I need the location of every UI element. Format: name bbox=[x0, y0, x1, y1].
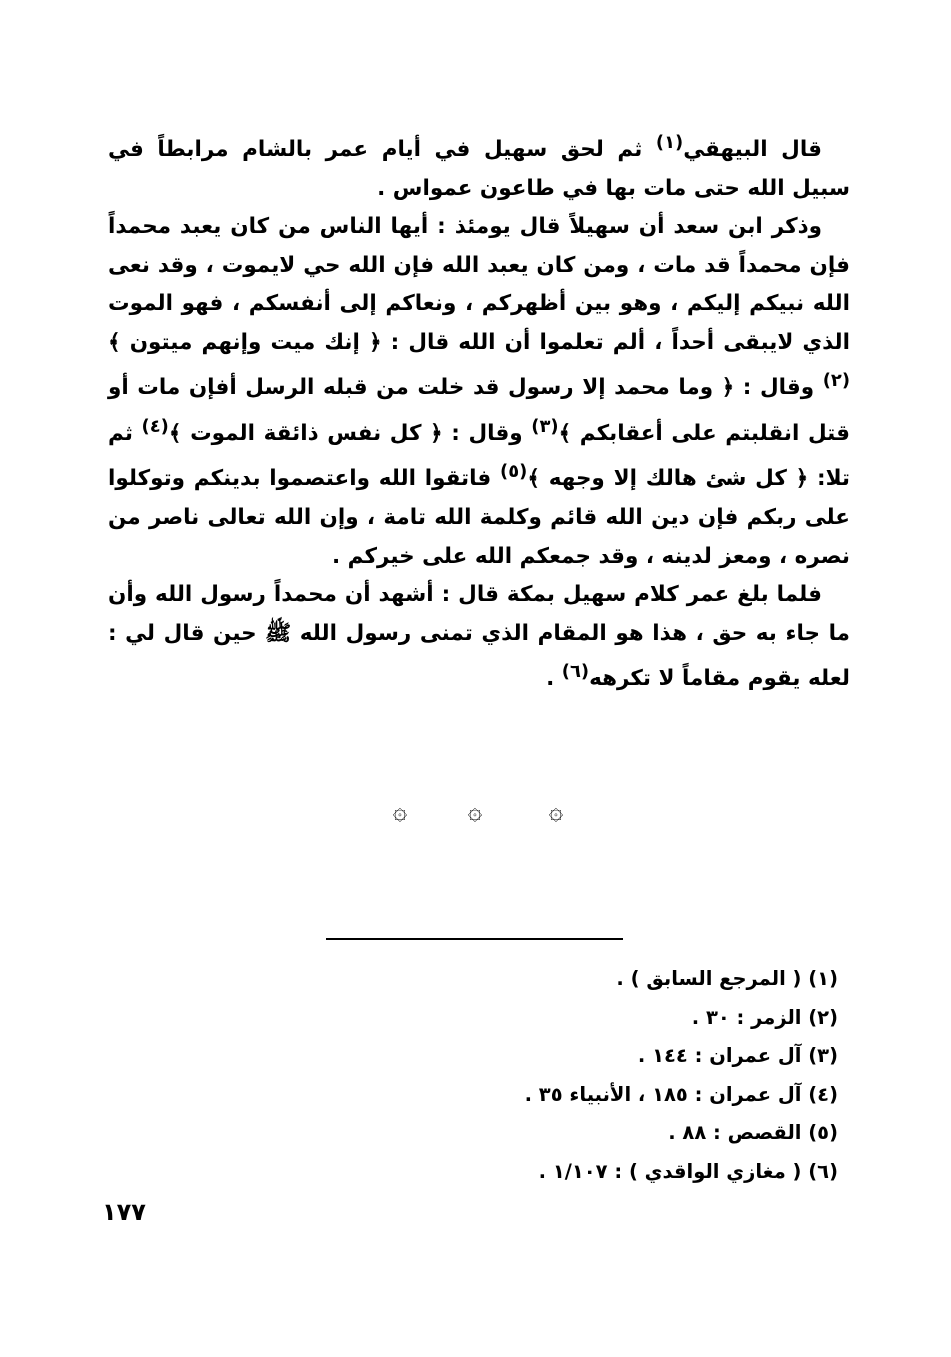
paragraph bbox=[108, 124, 850, 208]
footnote-1: (١) ( المرجع السابق ) . bbox=[616, 967, 838, 990]
footnote-separator bbox=[326, 938, 623, 940]
paragraph bbox=[108, 576, 850, 699]
footnote-3: (٣) آل عمران : ١٤٤ . bbox=[637, 1044, 838, 1067]
footnote-2: (٢) الزمر : ٣٠ . bbox=[691, 1005, 838, 1029]
ornament-2: ۞ bbox=[467, 796, 483, 825]
text-span: . bbox=[546, 666, 562, 692]
paragraph bbox=[108, 208, 850, 576]
footnote-ref: (١) bbox=[655, 132, 684, 153]
text-span: وذكر ابن سعد أن سهيلاً قال يومئذ : أيها الناس من كان يعبد محمداً فإن محمداً قد مات ، ومن كان يعبد الله فإن الله حي لايموت ، وقد نعى الله نبيكم إليكم ، وهو بين أظهركم ، ونعاكم إلى أنفسكم ، فهو الموت الذي لايبقى أحداً ، ألم تعلموا أن الله قال : bbox=[108, 214, 850, 355]
quran-quote: ﴿ كل نفس ذائقة الموت ﴾ bbox=[168, 420, 443, 446]
footnote-5: (٥) القصص : ٨٨ . bbox=[668, 1121, 838, 1144]
quran-quote: ﴿ وما محمد إلا رسول قد خلت من قبله الرسل أفإن مات أو قتل انقلبتم على أعقابكم ﴾ bbox=[108, 375, 850, 446]
page-number: ١٧٧ bbox=[102, 1198, 146, 1226]
quran-quote: ﴿ إنك ميت وإنهم ميتون ﴾ bbox=[108, 329, 382, 355]
footnote-ref: (٣) bbox=[531, 415, 559, 437]
text-span: ثم لحق سهيل في أيام عمر بالشام مرابطاً في سبيل الله حتى مات بها في طاعون عمواس . bbox=[108, 137, 850, 201]
text-span: وقال : bbox=[442, 420, 532, 446]
main-text bbox=[108, 124, 850, 699]
quran-quote: ﴿ كل شئ هالك إلا وجهه ﴾ bbox=[527, 466, 809, 492]
ornament-1: ۞ bbox=[392, 796, 408, 825]
footnote-ref: (٤) bbox=[141, 415, 169, 437]
text-span: فاتقوا الله واعتصموا بدينكم وتوكلوا على ربكم فإن دين الله قائم وكلمة الله تامة ، وإن الله تعالى ناصر من نصره ، ومعز لدينه ، وقد جمعكم الله على خيركم . bbox=[108, 466, 850, 569]
footnote-6: (٦) ( مغازي الواقدي ) : ١/١٠٧ . bbox=[538, 1159, 838, 1183]
footnote-4: (٤) آل عمران : ١٨٥ ، الأنبياء ٣٥ . bbox=[524, 1082, 838, 1106]
text-span: قال البيهقي bbox=[683, 137, 822, 163]
text-span: فلما بلغ عمر كلام سهيل بمكة قال : أشهد أن محمداً رسول الله وأن ما جاء به حق ، هذا هو المقام الذي تمنى رسول الله ﷺ حين قال لي : لعله يقوم مقاماً لا تكرهه bbox=[108, 582, 850, 692]
text-span: وقال : bbox=[734, 375, 823, 401]
footnotes bbox=[470, 960, 838, 1191]
footnote-ref: (٥) bbox=[500, 461, 528, 483]
ornament-3: ۞ bbox=[548, 796, 564, 825]
footnote-ref: (٢) bbox=[822, 370, 850, 392]
footnote-ref: (٦) bbox=[561, 661, 590, 683]
text-span: ثم تلا: bbox=[108, 420, 850, 492]
